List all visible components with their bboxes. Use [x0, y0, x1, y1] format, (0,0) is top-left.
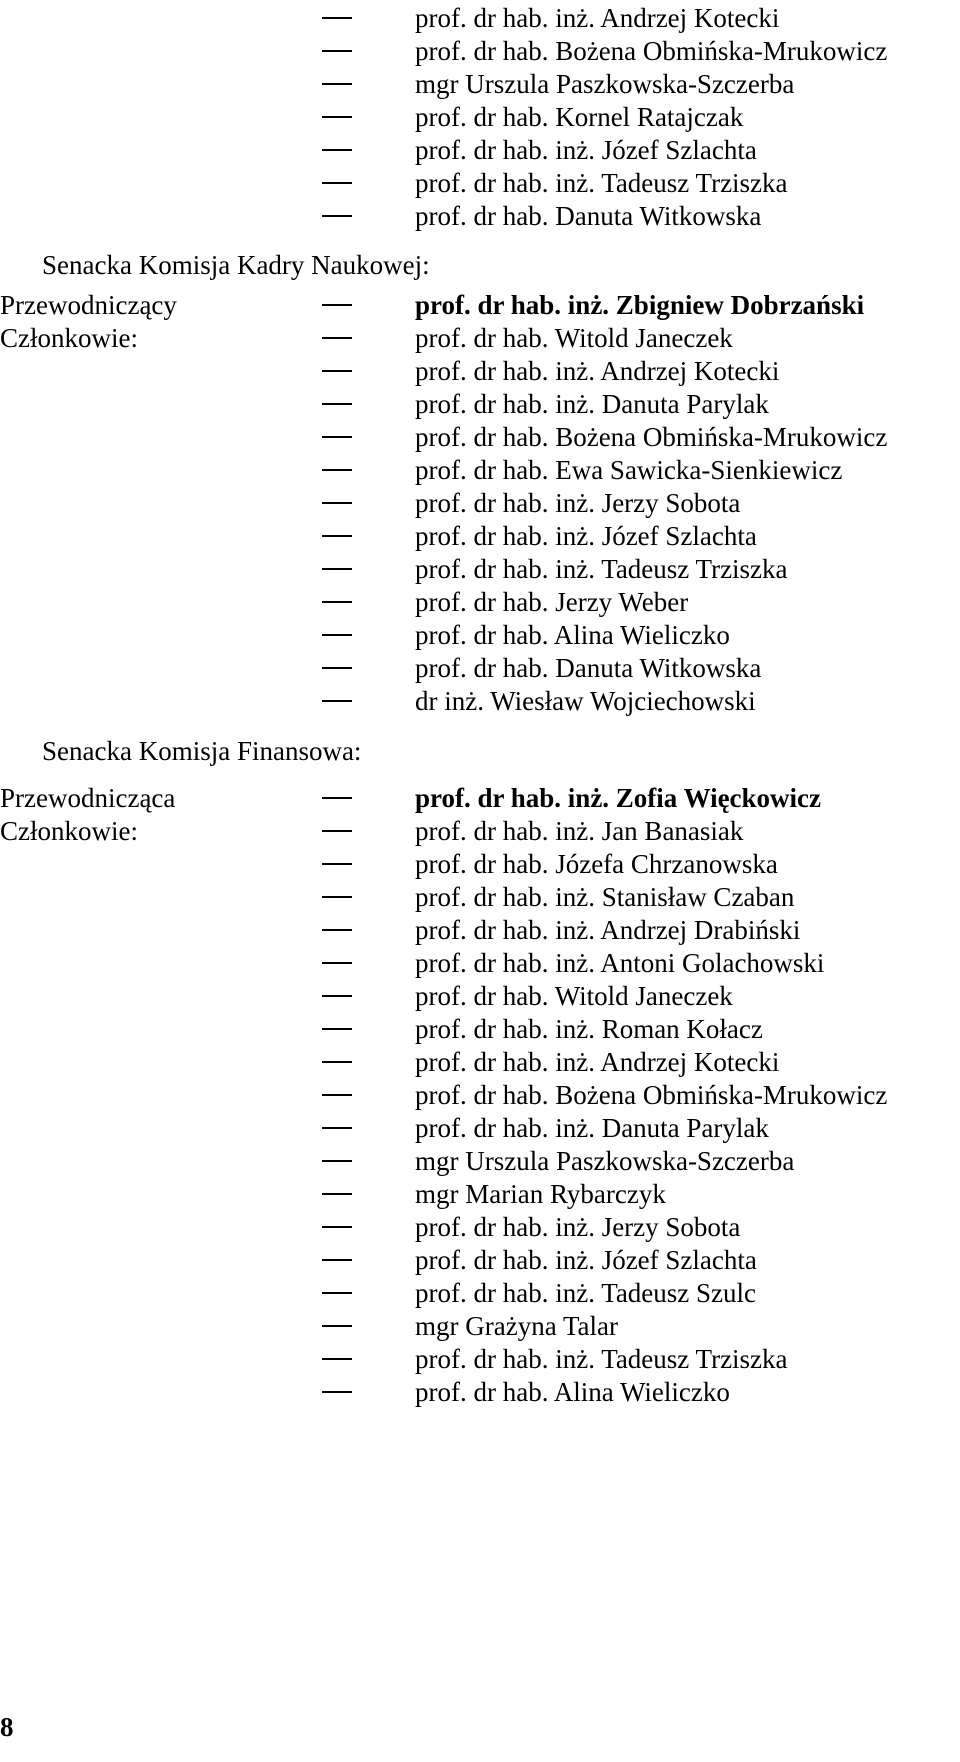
- member-name: prof. dr hab. inż. Andrzej Kotecki: [415, 356, 780, 386]
- dash-icon: [322, 1160, 352, 1162]
- chair-role-label: Przewodniczący: [0, 290, 177, 320]
- member-name: mgr Urszula Paszkowska-Szczerba: [415, 1146, 795, 1176]
- list-item: [0, 1242, 960, 1279]
- dash-icon: [322, 337, 352, 339]
- dash-icon: [322, 50, 352, 52]
- member-name: prof. dr hab. Kornel Ratajczak: [415, 102, 744, 132]
- list-item: [0, 132, 960, 169]
- dash-icon: [322, 601, 352, 603]
- chair-row: [0, 287, 960, 324]
- member-name: prof. dr hab. inż. Andrzej Kotecki: [415, 1047, 780, 1077]
- member-name: mgr Urszula Paszkowska-Szczerba: [415, 69, 795, 99]
- member-name: prof. dr hab. Ewa Sawicka-Sienkiewicz: [415, 455, 843, 485]
- list-item: [0, 1143, 960, 1180]
- dash-icon: [322, 863, 352, 865]
- list-item: [0, 165, 960, 202]
- list-item: [0, 1341, 960, 1378]
- member-name: prof. dr hab. Bożena Obmińska-Mrukowicz: [415, 36, 888, 66]
- member-name: prof. dr hab. inż. Tadeusz Szulc: [415, 1278, 757, 1308]
- dash-icon: [322, 1193, 352, 1195]
- member-name: prof. dr hab. Jerzy Weber: [415, 587, 689, 617]
- list-item: [0, 485, 960, 522]
- dash-icon: [322, 370, 352, 372]
- page-number: 8: [0, 1712, 14, 1742]
- list-item: [0, 1176, 960, 1213]
- chair-name: prof. dr hab. inż. Zofia Więckowicz: [415, 783, 822, 813]
- list-item: [0, 650, 960, 687]
- dash-icon: [322, 469, 352, 471]
- member-name: prof. dr hab. inż. Józef Szlachta: [415, 521, 757, 551]
- list-item: [0, 353, 960, 390]
- list-item: [0, 99, 960, 136]
- dash-icon: [322, 962, 352, 964]
- dash-icon: [322, 215, 352, 217]
- dash-icon: [322, 1028, 352, 1030]
- member-name: prof. dr hab. inż. Andrzej Kotecki: [415, 3, 780, 33]
- dash-icon: [322, 1292, 352, 1294]
- dash-icon: [322, 116, 352, 118]
- member-name: prof. dr hab. inż. Jerzy Sobota: [415, 1212, 741, 1242]
- dash-icon: [322, 1094, 352, 1096]
- list-item: [0, 1011, 960, 1048]
- member-name: prof. dr hab. Danuta Witkowska: [415, 653, 762, 683]
- member-name: prof. dr hab. inż. Tadeusz Trziszka: [415, 554, 788, 584]
- member-name: dr inż. Wiesław Wojciechowski: [415, 686, 756, 716]
- member-name: prof. dr hab. inż. Stanisław Czaban: [415, 882, 795, 912]
- chair-row: [0, 780, 960, 817]
- list-item: [0, 978, 960, 1015]
- list-item: [0, 66, 960, 103]
- list-item: [0, 1209, 960, 1246]
- dash-icon: [322, 436, 352, 438]
- member-name: prof. dr hab. Józefa Chrzanowska: [415, 849, 778, 879]
- dash-icon: [322, 17, 352, 19]
- list-item: [0, 1110, 960, 1147]
- member-name: prof. dr hab. inż. Józef Szlachta: [415, 1245, 757, 1275]
- dash-icon: [322, 896, 352, 898]
- member-name: prof. dr hab. inż. Danuta Parylak: [415, 389, 769, 419]
- dash-icon: [322, 1061, 352, 1063]
- member-name: prof. dr hab. inż. Tadeusz Trziszka: [415, 168, 788, 198]
- list-item: [0, 617, 960, 654]
- list-item: [0, 813, 960, 850]
- member-name: prof. dr hab. inż. Józef Szlachta: [415, 135, 757, 165]
- member-name: prof. dr hab. inż. Tadeusz Trziszka: [415, 1344, 788, 1374]
- list-item: [0, 518, 960, 555]
- member-name: prof. dr hab. Witold Janeczek: [415, 323, 733, 353]
- dash-icon: [322, 535, 352, 537]
- list-item: [0, 551, 960, 588]
- dash-icon: [322, 995, 352, 997]
- member-name: prof. dr hab. inż. Antoni Golachowski: [415, 948, 825, 978]
- list-item: [0, 584, 960, 621]
- dash-icon: [322, 634, 352, 636]
- list-item: [0, 452, 960, 489]
- member-name: prof. dr hab. inż. Andrzej Drabiński: [415, 915, 801, 945]
- dash-icon: [322, 304, 352, 306]
- list-item: [0, 912, 960, 949]
- dash-icon: [322, 149, 352, 151]
- list-item: [0, 33, 960, 70]
- dash-icon: [322, 182, 352, 184]
- dash-icon: [322, 1259, 352, 1261]
- list-item: [0, 879, 960, 916]
- section-title-finanse: Senacka Komisja Finansowa:: [42, 736, 362, 766]
- members-role-label: Członkowie:: [0, 323, 138, 353]
- list-item: [0, 1374, 960, 1411]
- section-title-kadry: Senacka Komisja Kadry Naukowej:: [42, 250, 430, 280]
- list-item: [0, 1275, 960, 1312]
- dash-icon: [322, 797, 352, 799]
- dash-icon: [322, 700, 352, 702]
- dash-icon: [322, 403, 352, 405]
- list-item: [0, 0, 960, 37]
- dash-icon: [322, 929, 352, 931]
- chair-name: prof. dr hab. inż. Zbigniew Dobrzański: [415, 290, 865, 320]
- list-item: [0, 320, 960, 357]
- list-item: [0, 198, 960, 235]
- member-name: prof. dr hab. inż. Danuta Parylak: [415, 1113, 769, 1143]
- members-role-label: Członkowie:: [0, 816, 138, 846]
- list-item: [0, 683, 960, 720]
- member-name: prof. dr hab. Alina Wieliczko: [415, 620, 730, 650]
- member-name: prof. dr hab. inż. Jerzy Sobota: [415, 488, 741, 518]
- dash-icon: [322, 1358, 352, 1360]
- dash-icon: [322, 568, 352, 570]
- member-name: prof. dr hab. Witold Janeczek: [415, 981, 733, 1011]
- member-name: mgr Marian Rybarczyk: [415, 1179, 666, 1209]
- list-item: [0, 386, 960, 423]
- list-item: [0, 1077, 960, 1114]
- dash-icon: [322, 667, 352, 669]
- member-name: prof. dr hab. Bożena Obmińska-Mrukowicz: [415, 1080, 888, 1110]
- list-item: [0, 1044, 960, 1081]
- list-item: [0, 846, 960, 883]
- member-name: prof. dr hab. Danuta Witkowska: [415, 201, 762, 231]
- member-name: prof. dr hab. inż. Jan Banasiak: [415, 816, 744, 846]
- dash-icon: [322, 502, 352, 504]
- list-item: [0, 945, 960, 982]
- list-item: [0, 1308, 960, 1345]
- member-name: mgr Grażyna Talar: [415, 1311, 619, 1341]
- dash-icon: [322, 830, 352, 832]
- dash-icon: [322, 1127, 352, 1129]
- chair-role-label: Przewodnicząca: [0, 783, 176, 813]
- dash-icon: [322, 1391, 352, 1393]
- dash-icon: [322, 1325, 352, 1327]
- member-name: prof. dr hab. Bożena Obmińska-Mrukowicz: [415, 422, 888, 452]
- dash-icon: [322, 1226, 352, 1228]
- member-name: prof. dr hab. inż. Roman Kołacz: [415, 1014, 763, 1044]
- dash-icon: [322, 83, 352, 85]
- list-item: [0, 419, 960, 456]
- member-name: prof. dr hab. Alina Wieliczko: [415, 1377, 730, 1407]
